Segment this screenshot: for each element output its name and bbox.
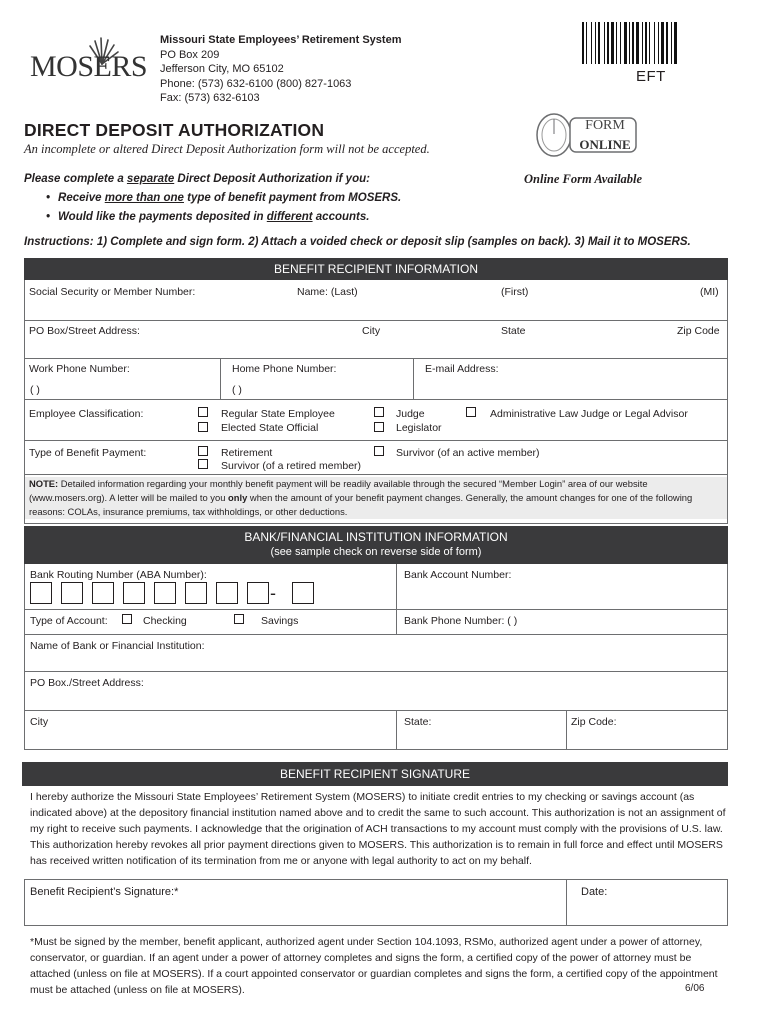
alj-label: Administrative Law Judge or Legal Advisor — [490, 408, 688, 420]
routing-number-label: Bank Routing Number (ABA Number): — [30, 569, 207, 581]
state-field[interactable]: State — [501, 325, 526, 337]
intro-bullet-1: • Receive more than one type of benefit payment from MOSERS. — [46, 189, 401, 208]
survivor-retired-label: Survivor (of a retired member) — [221, 460, 362, 472]
eft-label: EFT — [636, 68, 666, 85]
intro-block — [24, 170, 401, 227]
recipient-section-header: BENEFIT RECIPIENT INFORMATION — [24, 258, 728, 280]
city-field[interactable]: City — [362, 325, 381, 337]
form-online-line1: FORM — [585, 118, 625, 133]
signature-section-header: BENEFIT RECIPIENT SIGNATURE — [22, 762, 728, 786]
routing-digit-box[interactable] — [216, 582, 238, 604]
routing-digit-box[interactable] — [123, 582, 145, 604]
footnote: *Must be signed by the member, benefit applicant, authorized agent under Section 104.1093, RSMo, authorized agent under a power of attorney, conservator, or guardian. If an agent under a power of attorney completes and signs the form, a certified copy of the power of attorney must be attached (unless on file at MOSERS). If a court appointed conservator or guardian completes and signs the form, a certified copy of the appointment must be attached (unless on file at MOSERS). — [30, 936, 718, 996]
instructions: Instructions: 1) Complete and sign form. 2) Attach a voided check or deposit slip (samples on back). 3) Mail it to MOSERS. — [24, 236, 691, 248]
intro-bullet-2: • Would like the payments deposited in different accounts. — [46, 208, 401, 227]
intro-lead: Please complete a separate Direct Deposit Authorization if you: — [24, 173, 370, 185]
savings-label: Savings — [261, 615, 299, 627]
recipient-note: NOTE: Detailed information regarding your monthly benefit payment will be readily available through the secured “Member Login” area of our website (www.mosers.org). A letter will be mailed to you only when the amount of your benefit payment changes. Generally, the amount changes for one of the following reasons: COLAs, insurance premiums, tax withholdings, or other deductions. — [25, 477, 727, 519]
regular-employee-label: Regular State Employee — [221, 408, 335, 420]
address-line-1: PO Box 209 — [160, 48, 220, 61]
online-form-available-link[interactable]: Online Form Available — [524, 172, 643, 186]
survivor-active-checkbox[interactable] — [374, 446, 384, 456]
routing-digit-box[interactable] — [30, 582, 52, 604]
authorization-text: I hereby authorize the Missouri State Employees’ Retirement System (MOSERS) to initiate credit entries to my checking or savings account (as indicated above) at the depository financial institution named above and to credit the same to such account. This authorization is not an assignment of my right to receive such payments. I acknowledge that the origination of ACH transactions to my account must comply with the provisions of U.S. law. This authorization hereby revokes all prior payment directions given to MOSERS. This authorization is to remain in full force and effect until MOSERS has received written notification of its termination from me or anyone with legal authority to act on my behalf. — [30, 791, 726, 867]
form-online-badge[interactable] — [534, 112, 640, 158]
savings-checkbox[interactable] — [234, 614, 244, 624]
legislator-label: Legislator — [396, 422, 442, 434]
routing-digit-box[interactable] — [185, 582, 207, 604]
routing-digit-box[interactable] — [154, 582, 176, 604]
first-name-field[interactable]: (First) — [501, 286, 529, 298]
zip-code-field[interactable]: Zip Code — [677, 325, 720, 337]
barcode-icon — [580, 22, 720, 64]
retirement-label: Retirement — [221, 447, 273, 459]
bank-section-subtitle: (see sample check on reverse side of form) — [270, 546, 482, 558]
account-type-label: Type of Account: — [30, 615, 108, 627]
revision-date: 6/06 — [685, 983, 705, 994]
routing-dash: - — [270, 583, 276, 603]
email-field[interactable]: E-mail Address: — [425, 363, 499, 375]
address-line-2: Jefferson City, MO 65102 — [160, 63, 284, 75]
bank-name-field[interactable]: Name of Bank or Financial Institution: — [30, 640, 205, 652]
work-phone-field[interactable]: ( ) — [30, 384, 40, 396]
regular-employee-checkbox[interactable] — [198, 407, 208, 417]
bank-street-field[interactable]: PO Box./Street Address: — [30, 677, 144, 689]
checking-checkbox[interactable] — [122, 614, 132, 624]
bank-city-field[interactable]: City — [30, 716, 49, 728]
alj-checkbox[interactable] — [466, 407, 476, 417]
work-phone-label: Work Phone Number: — [29, 363, 130, 375]
bank-phone-field[interactable]: Bank Phone Number: ( ) — [404, 615, 518, 627]
street-address-field[interactable]: PO Box/Street Address: — [29, 325, 140, 337]
routing-digit-box[interactable] — [61, 582, 83, 604]
org-name: Missouri State Employees’ Retirement System — [160, 34, 402, 46]
elected-official-label: Elected State Official — [221, 422, 319, 434]
fax-line: Fax: (573) 632-6103 — [160, 92, 260, 104]
benefit-type-label: Type of Benefit Payment: — [29, 447, 147, 459]
survivor-active-label: Survivor (of an active member) — [396, 447, 540, 459]
middle-initial-field[interactable]: (MI) — [700, 286, 719, 298]
legislator-checkbox[interactable] — [374, 422, 384, 432]
survivor-retired-checkbox[interactable] — [198, 459, 208, 469]
date-field[interactable]: Date: — [581, 886, 608, 898]
bank-section-header — [24, 526, 728, 564]
employee-classification-label: Employee Classification: — [29, 408, 144, 420]
routing-digit-box[interactable] — [292, 582, 314, 604]
page-title: DIRECT DEPOSIT AUTHORIZATION — [24, 120, 325, 140]
bank-state-field[interactable]: State: — [404, 716, 432, 728]
routing-digit-box[interactable] — [92, 582, 114, 604]
judge-label: Judge — [396, 408, 425, 420]
form-online-line2: ONLINE — [579, 137, 631, 152]
home-phone-label: Home Phone Number: — [232, 363, 337, 375]
org-address-block — [160, 33, 401, 106]
checking-label: Checking — [143, 615, 187, 627]
judge-checkbox[interactable] — [374, 407, 384, 417]
ssn-field[interactable]: Social Security or Member Number: — [29, 286, 196, 298]
signature-field[interactable]: Benefit Recipient’s Signature:* — [30, 886, 179, 898]
page-subtitle: An incomplete or altered Direct Deposit Authorization form will not be accepted. — [24, 142, 430, 156]
mosers-logo — [30, 36, 152, 96]
elected-official-checkbox[interactable] — [198, 422, 208, 432]
last-name-field[interactable]: Name: (Last) — [297, 286, 358, 298]
bank-section-title: BANK/FINANCIAL INSTITUTION INFORMATION — [244, 530, 508, 544]
home-phone-field[interactable]: ( ) — [232, 384, 242, 396]
bank-zip-field[interactable]: Zip Code: — [571, 716, 617, 728]
logo-wordmark: MOSERS — [30, 50, 148, 83]
routing-digit-box[interactable] — [247, 582, 269, 604]
phone-line: Phone: (573) 632-6100 (800) 827-1063 — [160, 77, 352, 90]
retirement-checkbox[interactable] — [198, 446, 208, 456]
account-number-field[interactable]: Bank Account Number: — [404, 569, 512, 581]
